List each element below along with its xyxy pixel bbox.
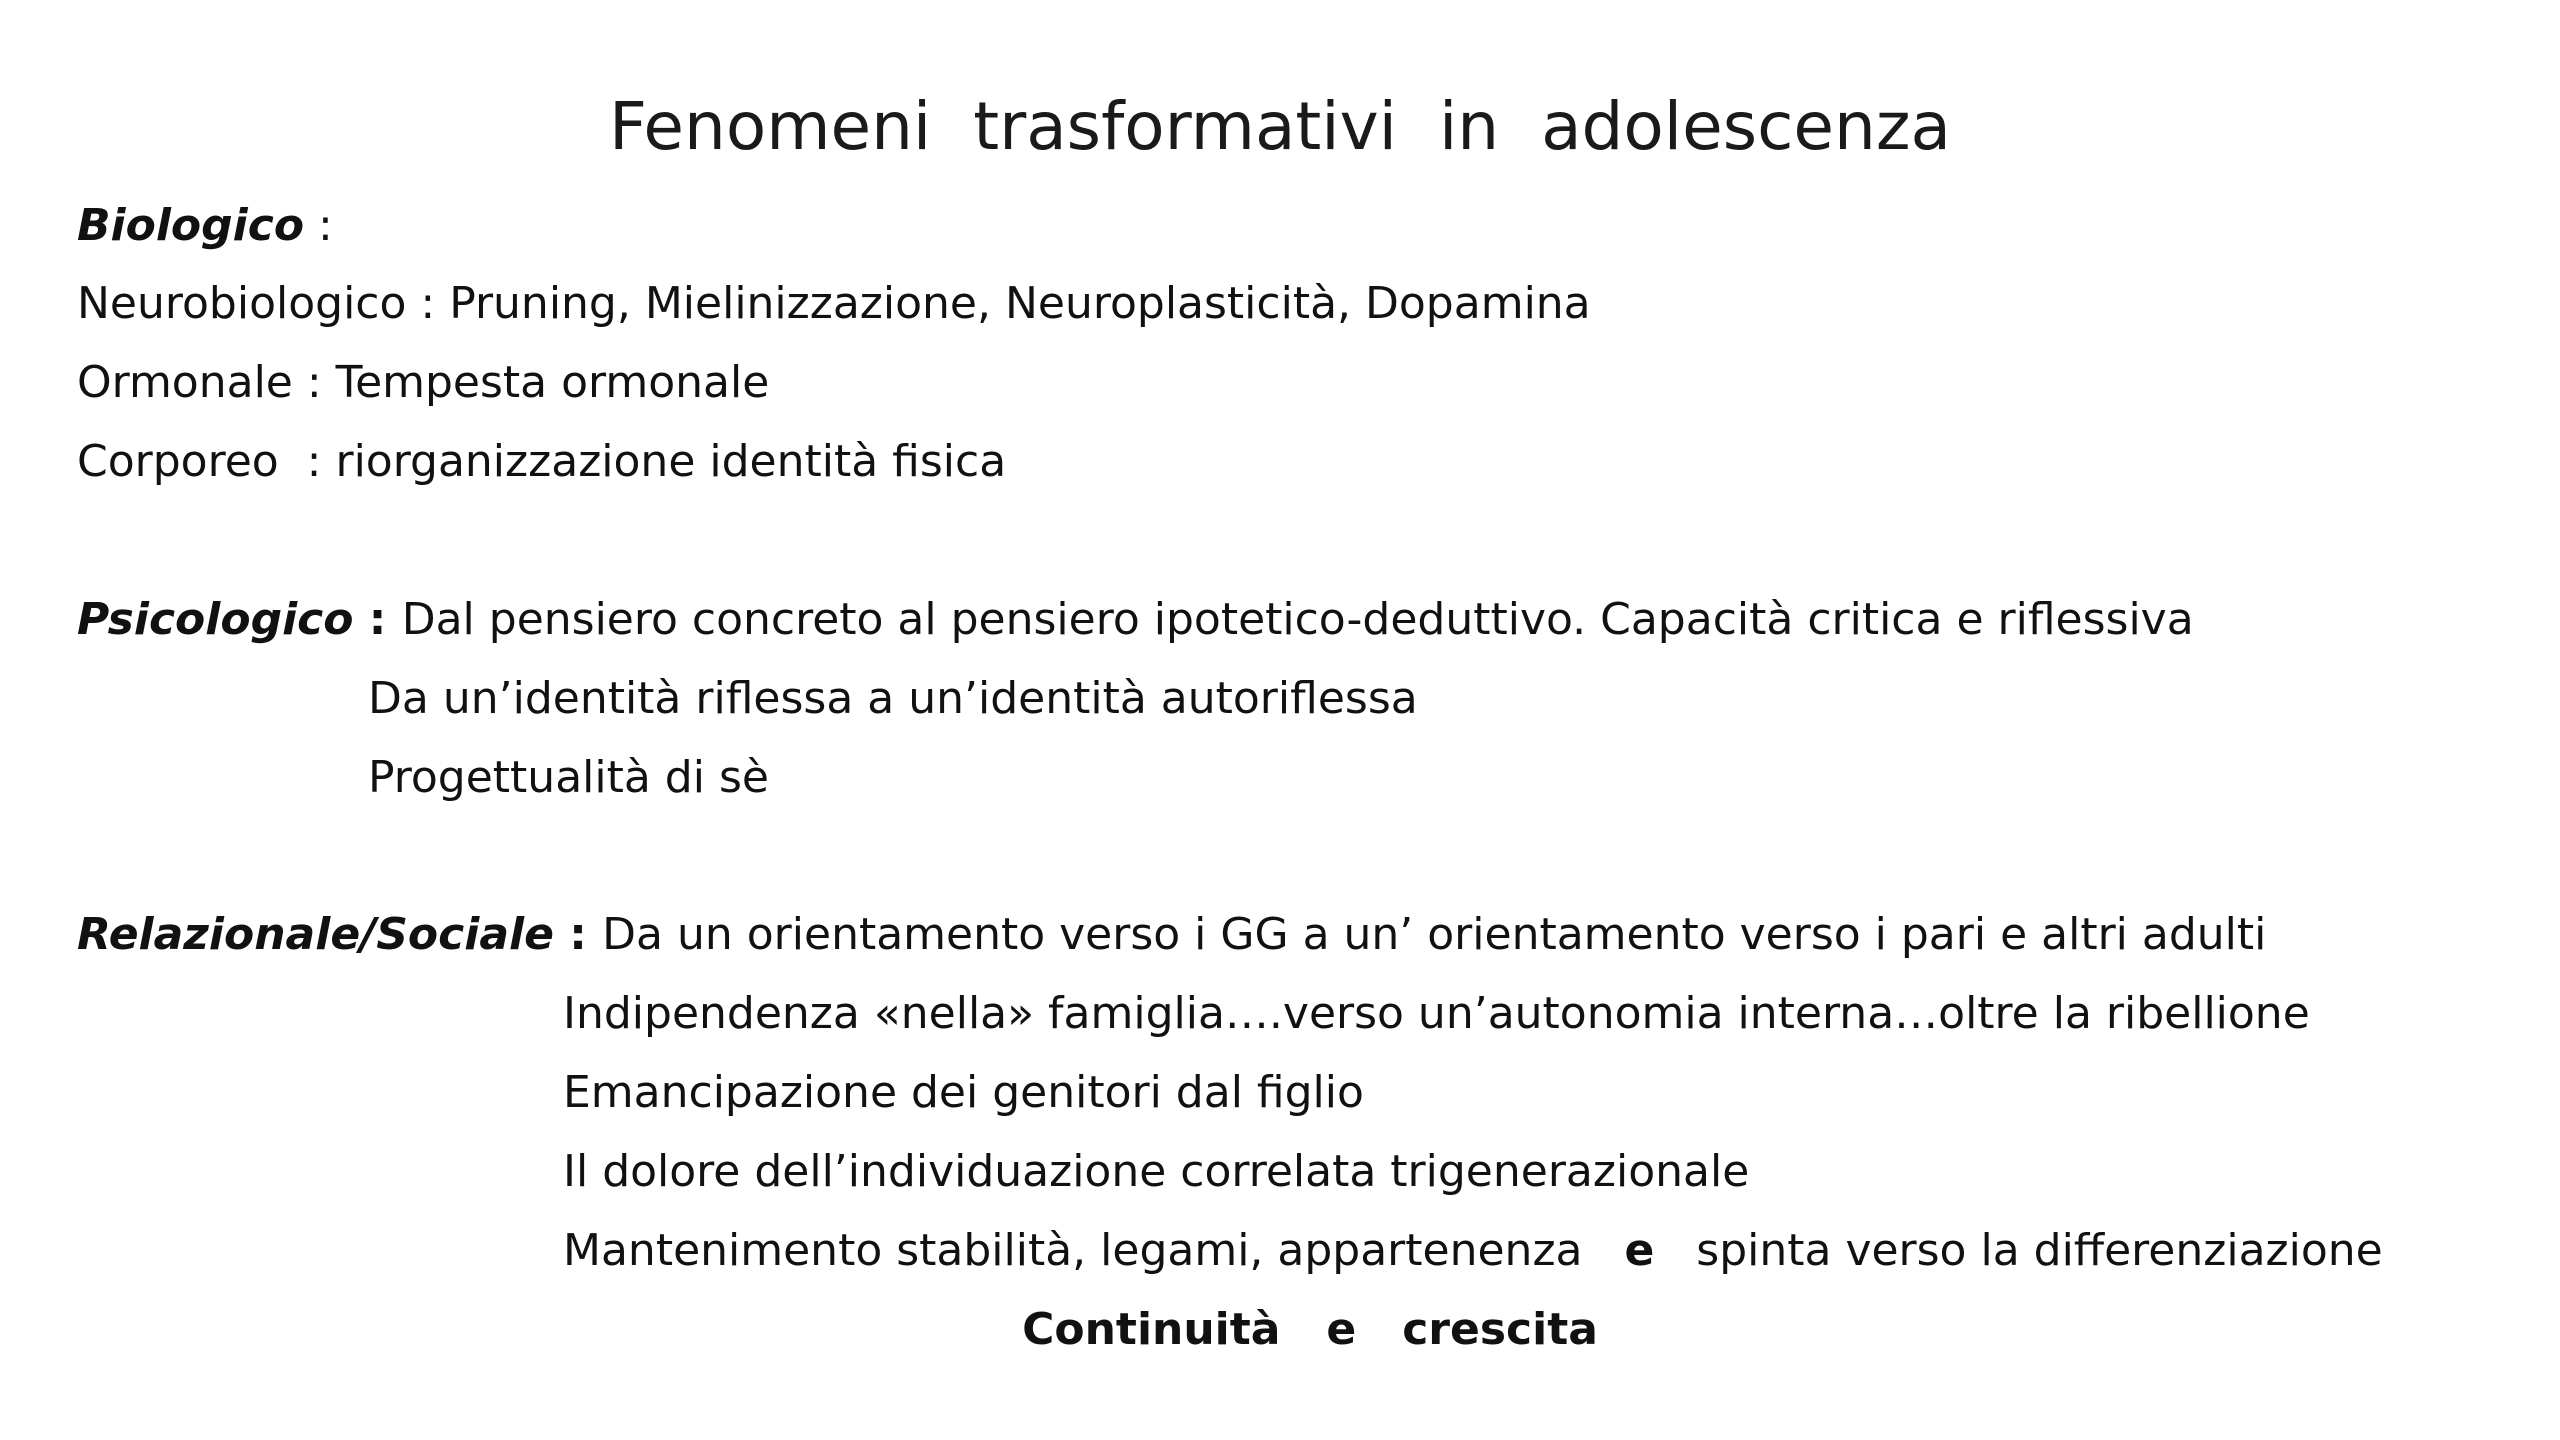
psicologico-label: Psicologico: [77, 594, 354, 645]
relazionale-separator: :: [553, 909, 603, 960]
relazionale-item-mantenimento: [563, 1221, 2383, 1281]
biologico-item-ormonale: Ormonale : Tempesta ormonale: [77, 357, 770, 408]
psicologico-item-identita: Da un’identità riflessa a un’identità autoriflessa: [368, 673, 1418, 724]
slide-title: Fenomeni trasformativi in adolescenza: [609, 88, 1951, 165]
relazionale-item-dolore: Il dolore dell’individuazione correlata trigenerazionale: [563, 1146, 1750, 1197]
relazionale-heading: [77, 905, 2266, 965]
psicologico-separator: :: [353, 594, 402, 645]
relazionale-label: Relazionale/Sociale: [77, 909, 554, 960]
conclusion: Continuità e crescita: [1022, 1304, 1598, 1355]
mantenimento-after: spinta verso la differenziazione: [1654, 1225, 2383, 1276]
relazionale-first: Da un orientamento verso i GG a un’ orientamento verso i pari e altri adulti: [602, 909, 2267, 960]
relazionale-item-emancipazione: Emancipazione dei genitori dal figlio: [563, 1067, 1364, 1118]
mantenimento-conj: e: [1624, 1225, 1655, 1276]
biologico-heading: [77, 196, 333, 256]
biologico-separator: :: [304, 200, 333, 251]
biologico-item-corporeo: Corporeo : riorganizzazione identità fisica: [77, 436, 1007, 487]
psicologico-heading: [77, 590, 2194, 650]
psicologico-item-progettualita: Progettualità di sè: [368, 752, 769, 803]
mantenimento-before: Mantenimento stabilità, legami, appartenenza: [563, 1225, 1625, 1276]
biologico-item-neurobiologico: Neurobiologico : Pruning, Mielinizzazione, Neuroplasticità, Dopamina: [77, 278, 1591, 329]
relazionale-item-indipendenza: Indipendenza «nella» famiglia….verso un’autonomia interna…oltre la ribellione: [563, 988, 2310, 1039]
psicologico-first: Dal pensiero concreto al pensiero ipotetico-deduttivo. Capacità critica e riflessiva: [401, 594, 2194, 645]
biologico-label: Biologico: [77, 200, 305, 251]
